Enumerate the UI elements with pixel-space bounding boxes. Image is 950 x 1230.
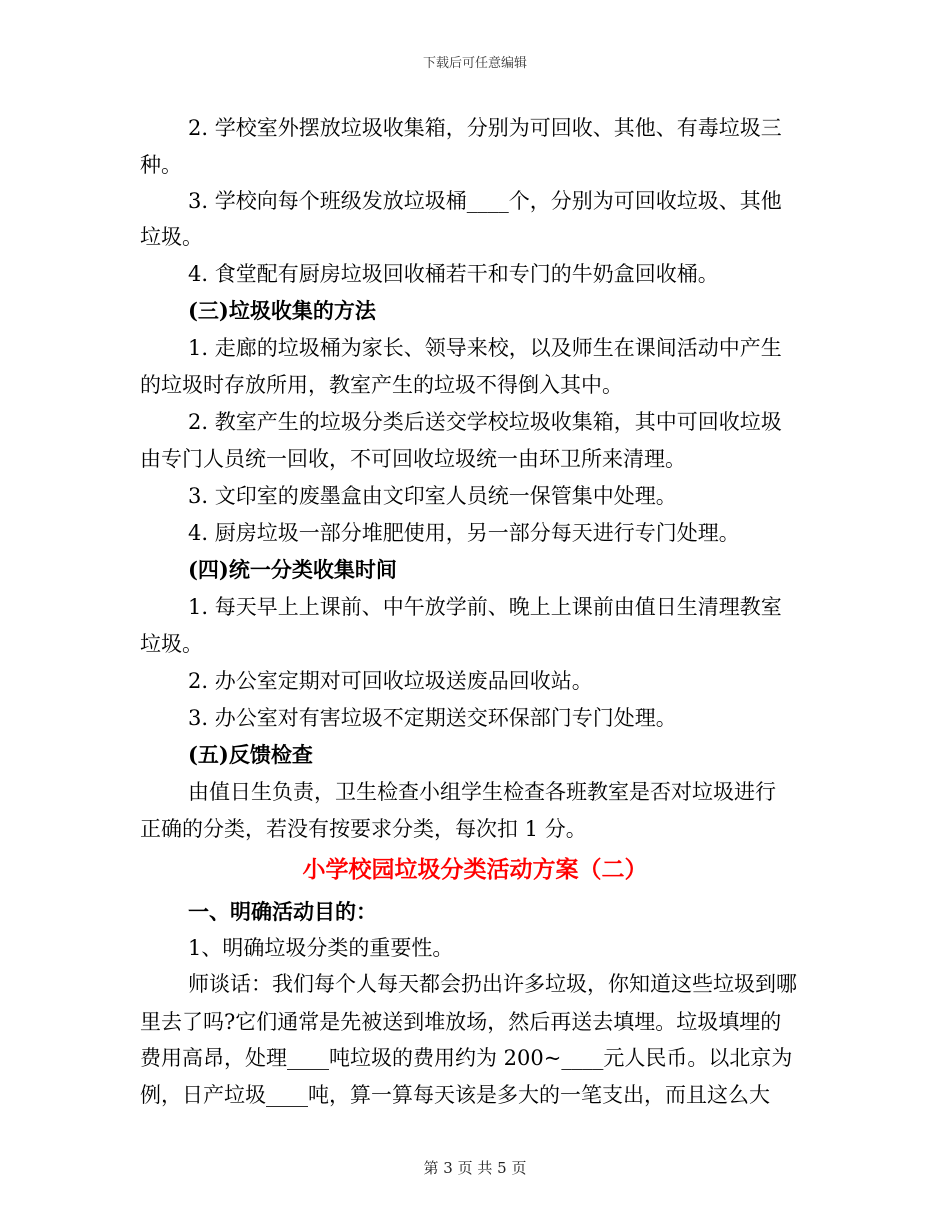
paragraph-line: 由值日生负责，卫生检查小组学生检查各班教室是否对垃圾进行 — [188, 780, 776, 804]
section-heading: (四)统一分类收集时间 — [188, 557, 397, 582]
paragraph-line: 由专门人员统一回收，不可回收垃圾统一由环卫所来清理。 — [140, 447, 686, 471]
paragraph-line: 3. 学校向每个班级发放垃圾桶____个，分别为可回收垃圾、其他 — [188, 189, 782, 213]
paragraph-line: 垃圾。 — [140, 225, 203, 249]
paragraph-line: 1. 每天早上上课前、中午放学前、晚上上课前由值日生清理教室 — [188, 595, 782, 619]
paragraph-line: 师谈话：我们每个人每天都会扔出许多垃圾，你知道这些垃圾到哪 — [188, 972, 797, 996]
section-heading: (三)垃圾收集的方法 — [188, 298, 376, 323]
paragraph-line: 3. 办公室对有害垃圾不定期送交环保部门专门处理。 — [188, 706, 677, 730]
paragraph-line: 2. 教室产生的垃圾分类后送交学校垃圾收集箱，其中可回收垃圾 — [188, 410, 782, 434]
paragraph-line: 3. 文印室的废墨盒由文印室人员统一保管集中处理。 — [188, 484, 677, 508]
paragraph-line: 2. 学校室外摆放垃圾收集箱，分别为可回收、其他、有毒垃圾三 — [188, 116, 782, 140]
paragraph-line: 种。 — [140, 153, 182, 177]
paragraph-line: 4. 食堂配有厨房垃圾回收桶若干和专门的牛奶盒回收桶。 — [188, 262, 719, 286]
paragraph-line: 的垃圾时存放所用，教室产生的垃圾不得倒入其中。 — [140, 373, 623, 397]
section-heading: (五)反馈检查 — [188, 742, 313, 767]
paragraph-line: 例，日产垃圾____吨，算一算每天该是多大的一笔支出，而且这么大 — [140, 1083, 770, 1107]
paragraph-line: 4. 厨房垃圾一部分堆肥使用，另一部分每天进行专门处理。 — [188, 521, 740, 545]
section-heading: 一、明确活动目的： — [188, 899, 377, 924]
paragraph-line: 1. 走廊的垃圾桶为家长、领导来校，以及师生在课间活动中产生 — [188, 336, 782, 360]
paragraph-line: 费用高昂，处理____吨垃圾的费用约为 200~____元人民币。以北京为 — [140, 1046, 793, 1070]
paragraph-line: 正确的分类，若没有按要求分类，每次扣 1 分。 — [140, 817, 587, 841]
paragraph-line: 垃圾。 — [140, 632, 203, 656]
paragraph-line: 1、明确垃圾分类的重要性。 — [188, 936, 454, 960]
page-footer: 第 3 页 共 5 页 — [423, 1159, 527, 1177]
document-title: 小学校园垃圾分类活动方案（二） — [302, 856, 648, 883]
paragraph-line: 里去了吗?它们通常是先被送到堆放场，然后再送去填埋。垃圾填埋的 — [140, 1010, 782, 1034]
paragraph-line: 2. 办公室定期对可回收垃圾送废品回收站。 — [188, 669, 593, 693]
page-header: 下载后可任意编辑 — [422, 56, 527, 71]
